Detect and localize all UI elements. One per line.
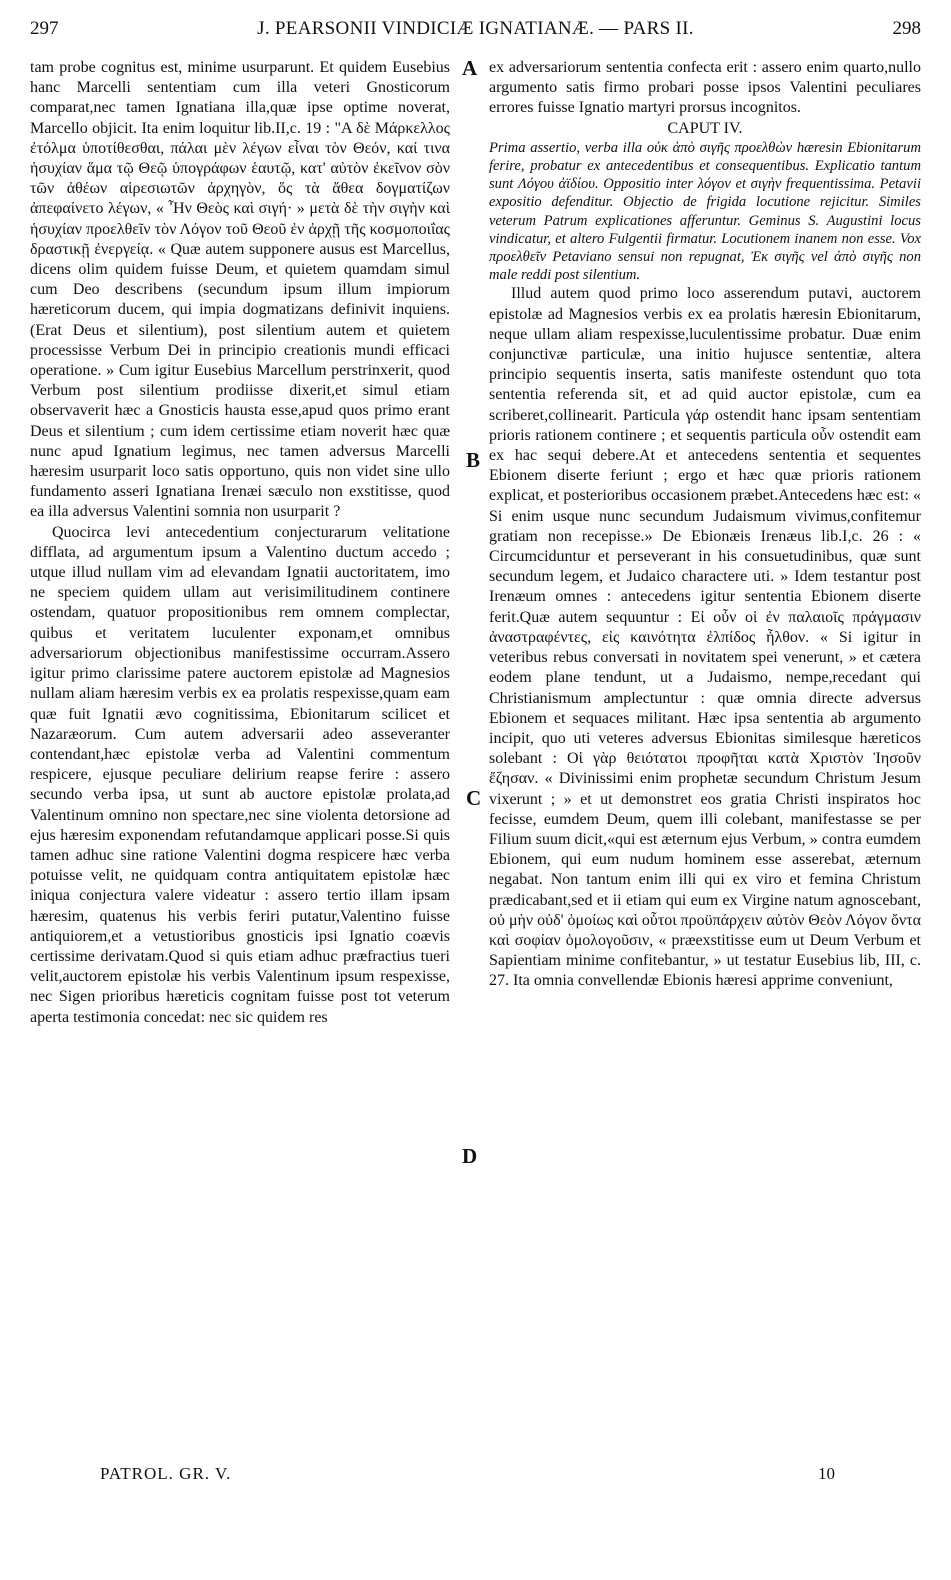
right-paragraph-1: ex adversariorum sententia confecta erit : assero enim quarto,nullo argumento satis firmo probari posse ipsos Valentini peculiares errores fuisse Ignatio martyri prorsus incognitos. (489, 59, 921, 117)
left-paragraph-2: Quocirca levi antecedentium conjecturarum velitatione difflata, ad argumentum ipsum a Valentino ductum accedo ; utque illud nullam vim ad elevandam Ignatii auctoritatem, imo ne speciem quidem ullam aut verisimilitudinem continere ostendam, quatuor propositionibus rem omnem complectar, quibus et veritatem luculenter exponam,et omnibus adversariorum objectionibus manifestissime occurram.Assero igitur primo clarissime patere auctorem epistolæ ad Magnesios nullam aliam hæresim verbis ex ea prolatis respexisse,quam eam quæ fuit Ignatii ævo cognitissima, Ebionitarum scilicet et Nazaræorum. Cum autem adversarii adeo asseveranter contendant,hæc epistolæ verba ad Valentini commentum respicere, ejusque peculiare delirium reapse ferire : assero secundo verba ipsa, ut sunt ab auctore epistolæ prolata,ad Valentinum omnino non spectare,nec sine violenta detorsione ad ejus hæresim exponendam refutandamque applicari posse.Si quis tamen adhuc sine ratione Valentini dogma respicere hæc verba potuisse velit, ne quidquam contra antiquitatem epistolæ hæc iniqua conjectura valere videatur : assero tertio illam ipsam hæresim, quatenus his verbis feriri putatur,Valentino fuisse antiquiorem,et a vetustioribus gnosticis ipsi Ignatio coævis certissime derivatam.Quod si quis etiam adhuc præfractius tueri velit,auctorem epistolæ his verbis Valentinum ipsum respexisse, nec Sigen prioribus hæreticis cognitam fuisse post tot veterum aperta testimonia concedat: nec sic quidem res (30, 523, 450, 1026)
section-marker-a: A (462, 56, 478, 80)
section-marker-b: B (466, 448, 481, 472)
running-title: J. PEARSONII VINDICIÆ IGNATIANÆ. — PARS II. (257, 18, 694, 39)
footer-signature: PATROL. GR. V. (100, 1464, 232, 1483)
chapter-summary: Prima assertio, verba illa οὐκ ἀπὸ σιγῆς προελθὼν hæresin Ebionitarum ferire, probatur ex antecedentibus et consequentibus. Explicatio tantum sunt Λόγου ἀϊδίου. Oppositio inter λόγον et σιγὴν frequentissima. Petavii expositio defenditur. Objectio de frigida locutione rejicitur. Similes veterum Patrum explicationes afferuntur. Geminus S. Augustini locus vindicatur, et altero Fulgentii firmatur. Locutionem inanem non esse. Vox προελθεῖν Petaviano sensui non repugnat, Ἐκ σιγῆς vel ἀπὸ σιγῆς non male reddi post silentium. (489, 139, 921, 284)
page-footer (30, 1464, 921, 1488)
left-column (30, 58, 450, 1028)
section-marker-d: D (462, 1144, 478, 1168)
right-column (489, 58, 921, 992)
page-number-left: 297 (30, 18, 59, 39)
left-paragraph-1: tam probe cognitus est, minime usurparunt. Et quidem Eusebius hanc Marcelli sententiam cum illa veteri Gnosticorum comparat,nec tamen Ignatiana illa,quæ ipse optime noverat, Marcello objicit. Ita enim loquitur lib.II,c. 19 : "Α δὲ Μάρκελλος ἐτόλμα ὑποτίθεσθαι, πάλαι μὲν λέγων εἶναι τὸν Θεόν, καί τινα ἡσυχίαν ἅμα τῷ Θεῷ ὑπογράφων ἑαυτῷ, κατ' αὐτὸν ἐκεῖνον σὸν τῶν ἀθέων αἱρεσιωτῶν ἀρχηγὸν, ὅς τὰ ἄθεα δογματίζων ἀπεφαίνετο λέγων, « Ἦν Θεὸς καὶ σιγή· » μετὰ δὲ τὴν σιγὴν καὶ ἡσυχίαν προελθεῖν τὸν Λόγον τοῦ Θεοῦ ἐν ἀρχῇ τῆς κοσμοποιΐας δραστικῇ ἐνεργείᾳ. « Quæ autem supponere ausus est Marcellus, dicens olim quidem fuisse Deum, et quietem quamdam simul cum Deo describens (secundum ipsum illum impiorum hæreticorum ducem, qui impia dogmatizans definivit inquiens. (Erat Deus et silentium), post silentium autem et quietem processisse Verbum Dei in principio creationis mundi efficaci operatione. » Cum igitur Eusebius Marcellum perstrinxerit, quod Verbum post silentium prodiisse dixerit,et simul etiam observaverit hæc a Gnosticis hausta esse,apud quos primo erant Deus et silentium ; cum idem certissime etiam noverit hæc quæ nunc apud Ignatium legimus, nec tamen adversus Marcelli hæresim usurparit loco satis opportuno, quis non videt sine ullo fundamento asseri Ignatiana Irenæi sæculo non exstitisse, quod ea illa adversus Valentini somnia non usurparit ? (30, 59, 450, 521)
section-marker-c: C (466, 786, 482, 810)
right-paragraph-2: Illud autem quod primo loco asserendum putavi, auctorem epistolæ ad Magnesios verbis ex ea prolatis hæresin Ebionitarum, neque ullam aliam respexisse,luculentissime probatur. Duæ enim conjunctivæ particulæ, una initio hujusce sententiæ, altera principio sequentis inserta, satis manifeste ostendunt quo tota sententia referenda sit, et ad quid auctor epistolæ, cum ea scriberet,collinearit. Particula γάρ ostendit hanc ipsam sententiam prioris rationem continere ; et sequentis particula οὖν ostendit eam ex hac sequi debere.At et antecedens sententia et sequentes Ebionem diserte feriunt ; ergo et hæc quæ prioris rationem explicat, et posterioribus occasionem præbet.Antecedens hæc est: « Si enim usque nunc secundum Judaismum vivimus,confitemur gratiam non recepisse.» De Ebionæis Irenæus lib.I,c. 26 : « Circumciduntur et perseverant in his consuetudinibus, quæ sunt secundum legem, et Judaico charactere uti. » Idem testantur post Irenæum omnes : antecedens igitur sententia Ebionem diserte ferit.Quæ autem sequuntur : Εἰ οὖν οἱ ἐν παλαιοῖς πράγμασιν ἀναστραφέντες, εἰς καινότητα ἐλπίδος ἦλθον. « Si igitur in veteribus rebus conversati in novitatem spei venerunt, » et cætera eodem plane tendunt, ut a Judaismo, nempe,recedant qui Christianismum amplectuntur : quæ omnia directe adversus Ebionem et sequaces militant. Hæc ipsa sententia ab argumento incipit, quo uti veteres adversus Ebionitas similesque hæreticos solebant : Οἱ γὰρ θειότατοι προφῆται κατὰ Χριστὸν Ἰησοῦν ἔζησαν. « Divinissimi enim prophetæ secundum Christum Jesum vixerunt ; » et ut demonstret eos gratia Christi inspiratos hoc fecisse, eumdem Deum, quem illi colebant, manifestasse se per Filium suum dicit,«qui est æternum ejus Verbum, » contra eumdem Ebionem, qui eum nudum hominem esse asserebat, æternum negabat. Non tantum enim illi qui ex viro et femina Christum prædicabant,sed et ii etiam qui eum ex Virgine natum agnoscebant, οὐ μὴν οὐδ' ὁμοίως καὶ οὗτοι προϋπάρχειν αὐτὸν Θεὸν Λόγον ὄντα καὶ σοφίαν ὁμολογοῦσιν, « præexstitisse eum ut Deum Verbum et Sapientiam minime confitebantur, » ut testatur Eusebius lib, III, c. 27. Ita omnia convellendæ Ebionis hæresi apprime conveniunt, (489, 285, 921, 990)
footer-sheet-number: 10 (818, 1464, 835, 1483)
running-header (30, 18, 921, 46)
page-number-right: 298 (892, 18, 921, 39)
chapter-heading: CAPUT IV. (667, 119, 743, 137)
